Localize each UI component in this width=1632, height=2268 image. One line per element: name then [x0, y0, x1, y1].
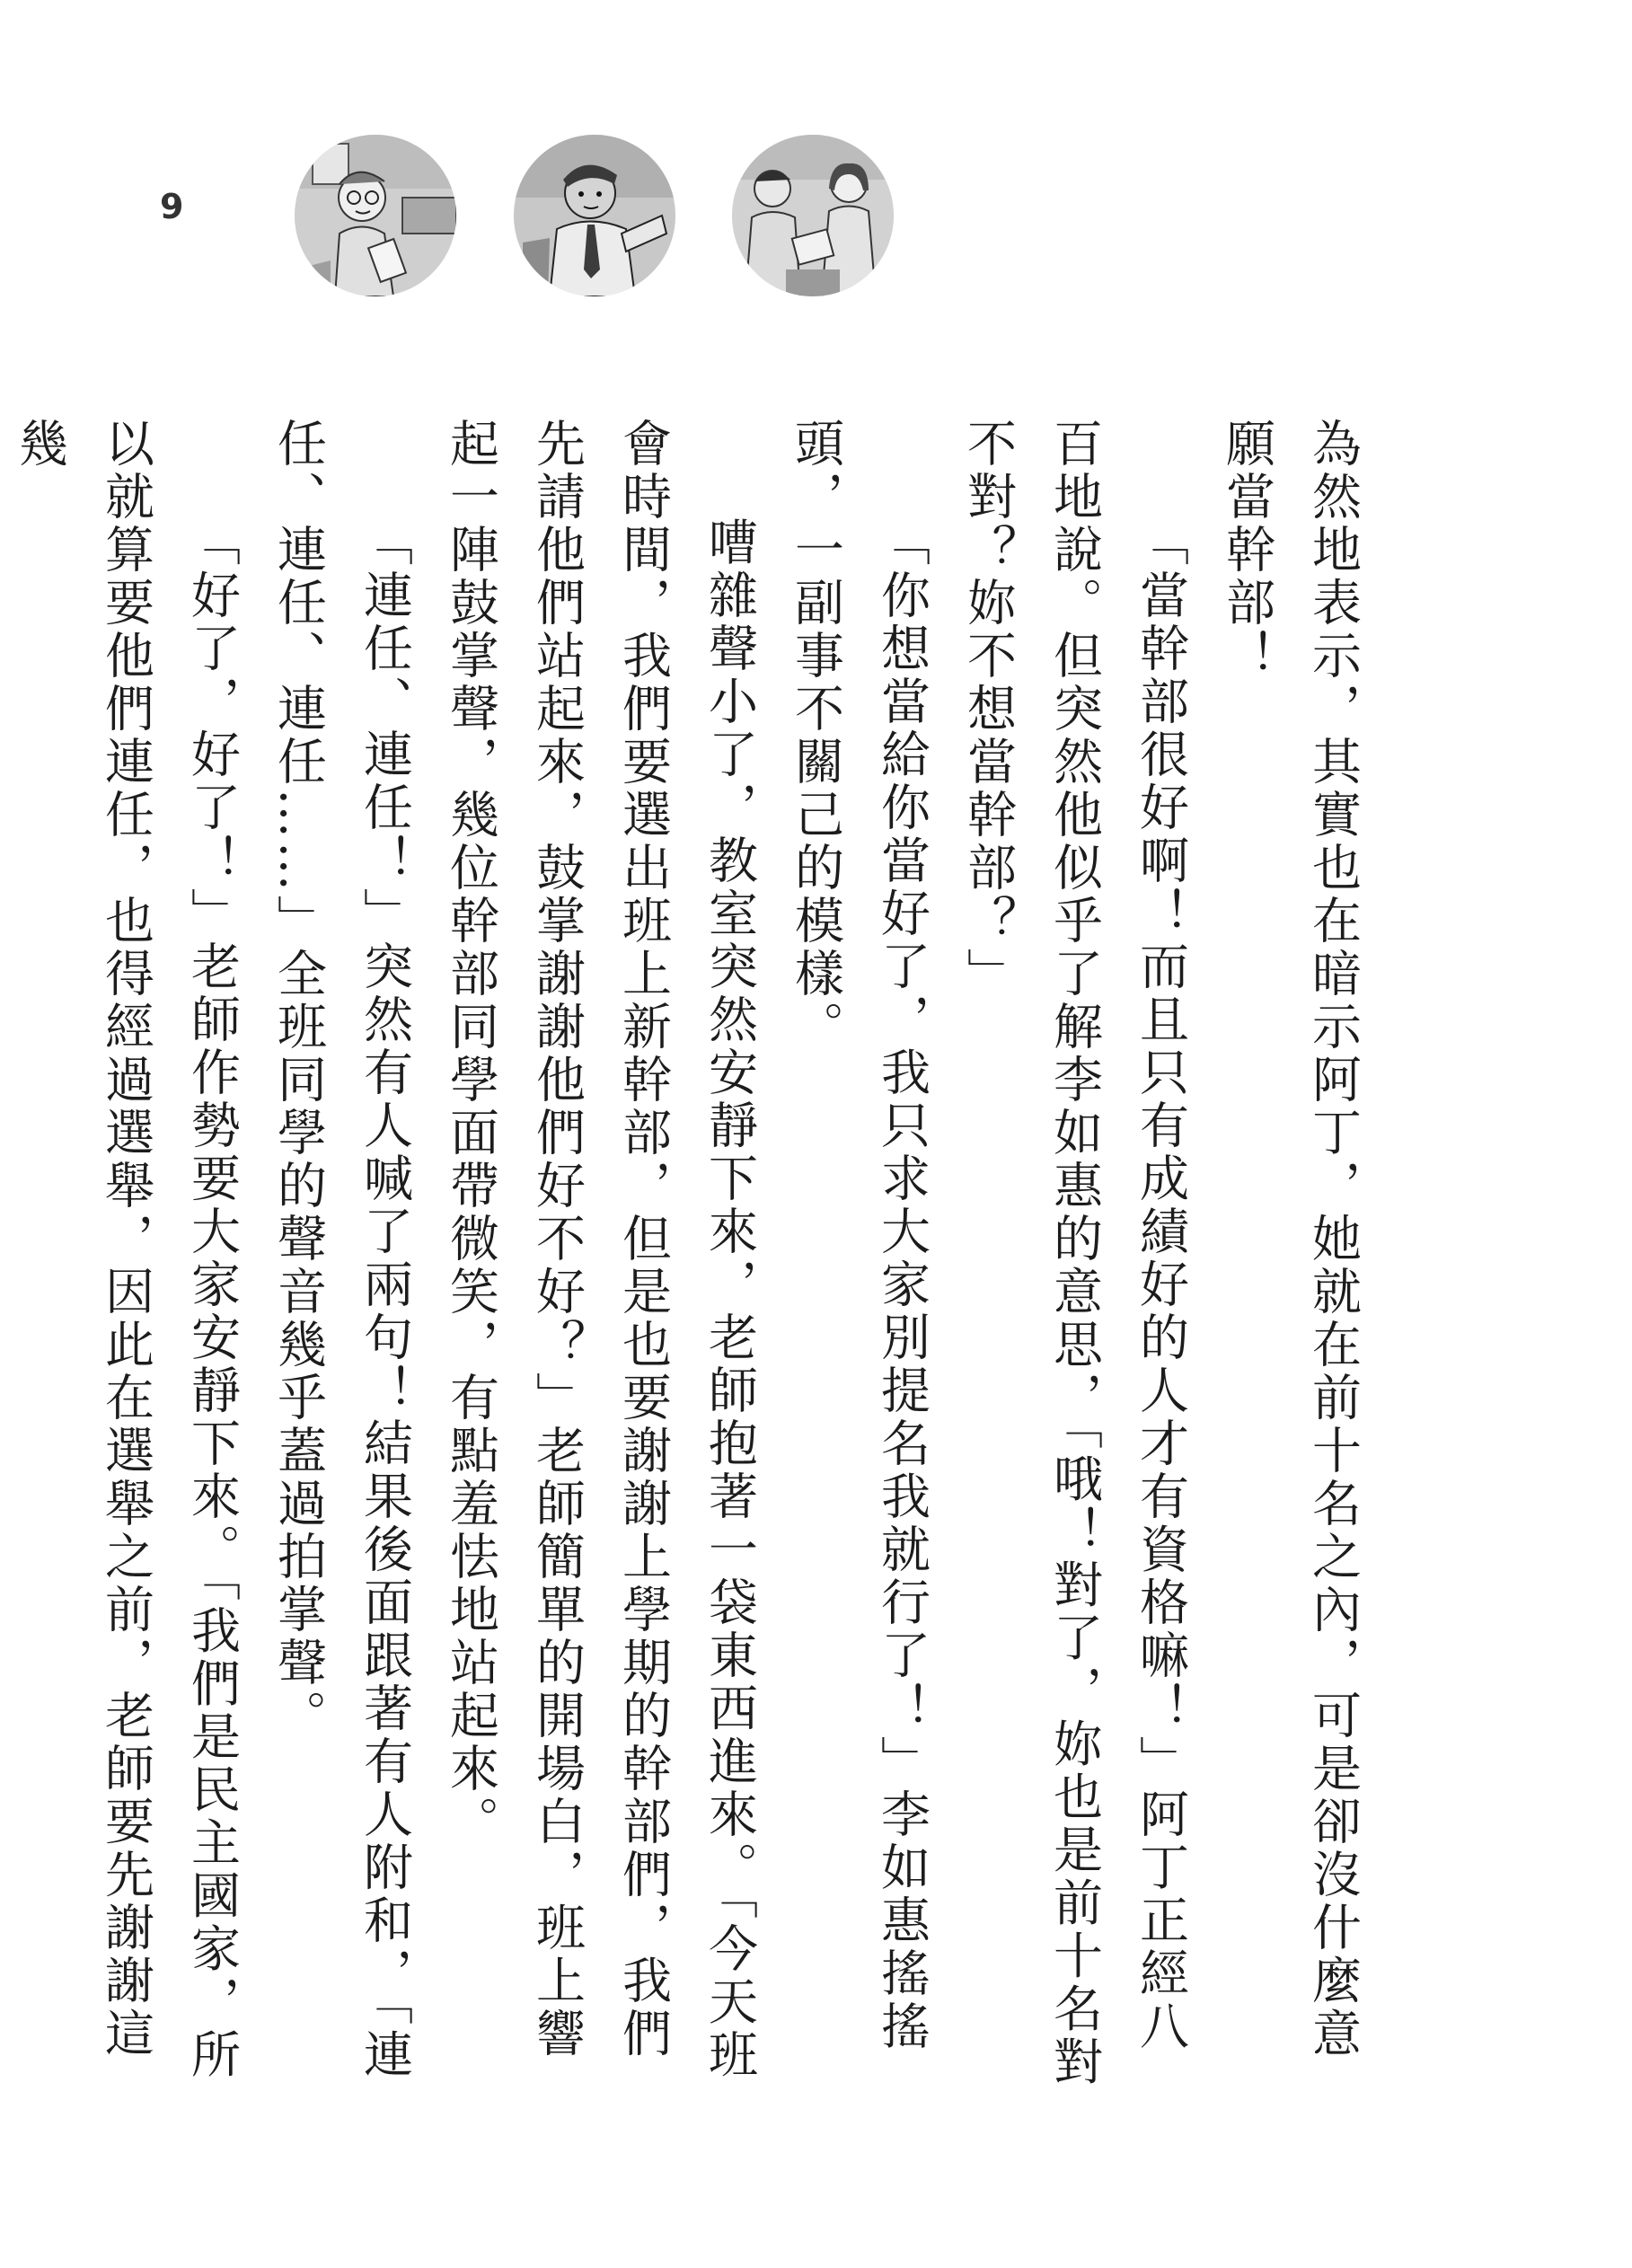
paragraph: 「當幹部很好啊！而且只有成績好的人才有資格嘛！」阿丁正經八百地說。但突然他似乎了解李如惠的意思，「哦！對了，妳也是前十名對不對？妳不想當幹部？」: [959, 418, 1189, 2089]
paragraph: 「連任、連任！」突然有人喊了兩句！結果後面跟著有人附和，「連任、連任、連任……」全班同學的聲音幾乎蓋過拍掌聲。: [269, 418, 413, 2082]
boy-with-tie-illustration: [514, 135, 675, 296]
paragraph: 「好了，好了！」老師作勢要大家安靜下來。「我們是民主國家，所以就算要他們連任，也得經過選舉，因此在選舉之前，老師要先謝謝這幾: [11, 418, 241, 2082]
paragraph: 嘈雜聲小了，教室突然安靜下來，老師抱著一袋東西進來。「今天班會時間，我們要選出班上新幹部，但是也要謝謝上學期的幹部們，我們先請他們站起來，鼓掌謝謝他們好不好？」老師簡單的開場白，班上響起一陣鼓掌聲，幾位幹部同學面帶微笑，有點羞怯地站起來。: [442, 418, 758, 2082]
paragraph: 為然地表示，其實也在暗示阿丁，她就在前十名之內，可是卻沒什麼意願當幹部！: [1218, 418, 1362, 2061]
boy-with-glasses-classroom-illustration: [295, 135, 456, 296]
paragraph: 「你想當給你當好了，我只求大家別提名我就行了！」李如惠搖搖頭，一副事不關己的模樣。: [787, 418, 931, 2053]
body-text: [0, 418, 1376, 2097]
teacher-and-students-illustration: [732, 135, 894, 296]
page-number: 9: [160, 187, 184, 226]
